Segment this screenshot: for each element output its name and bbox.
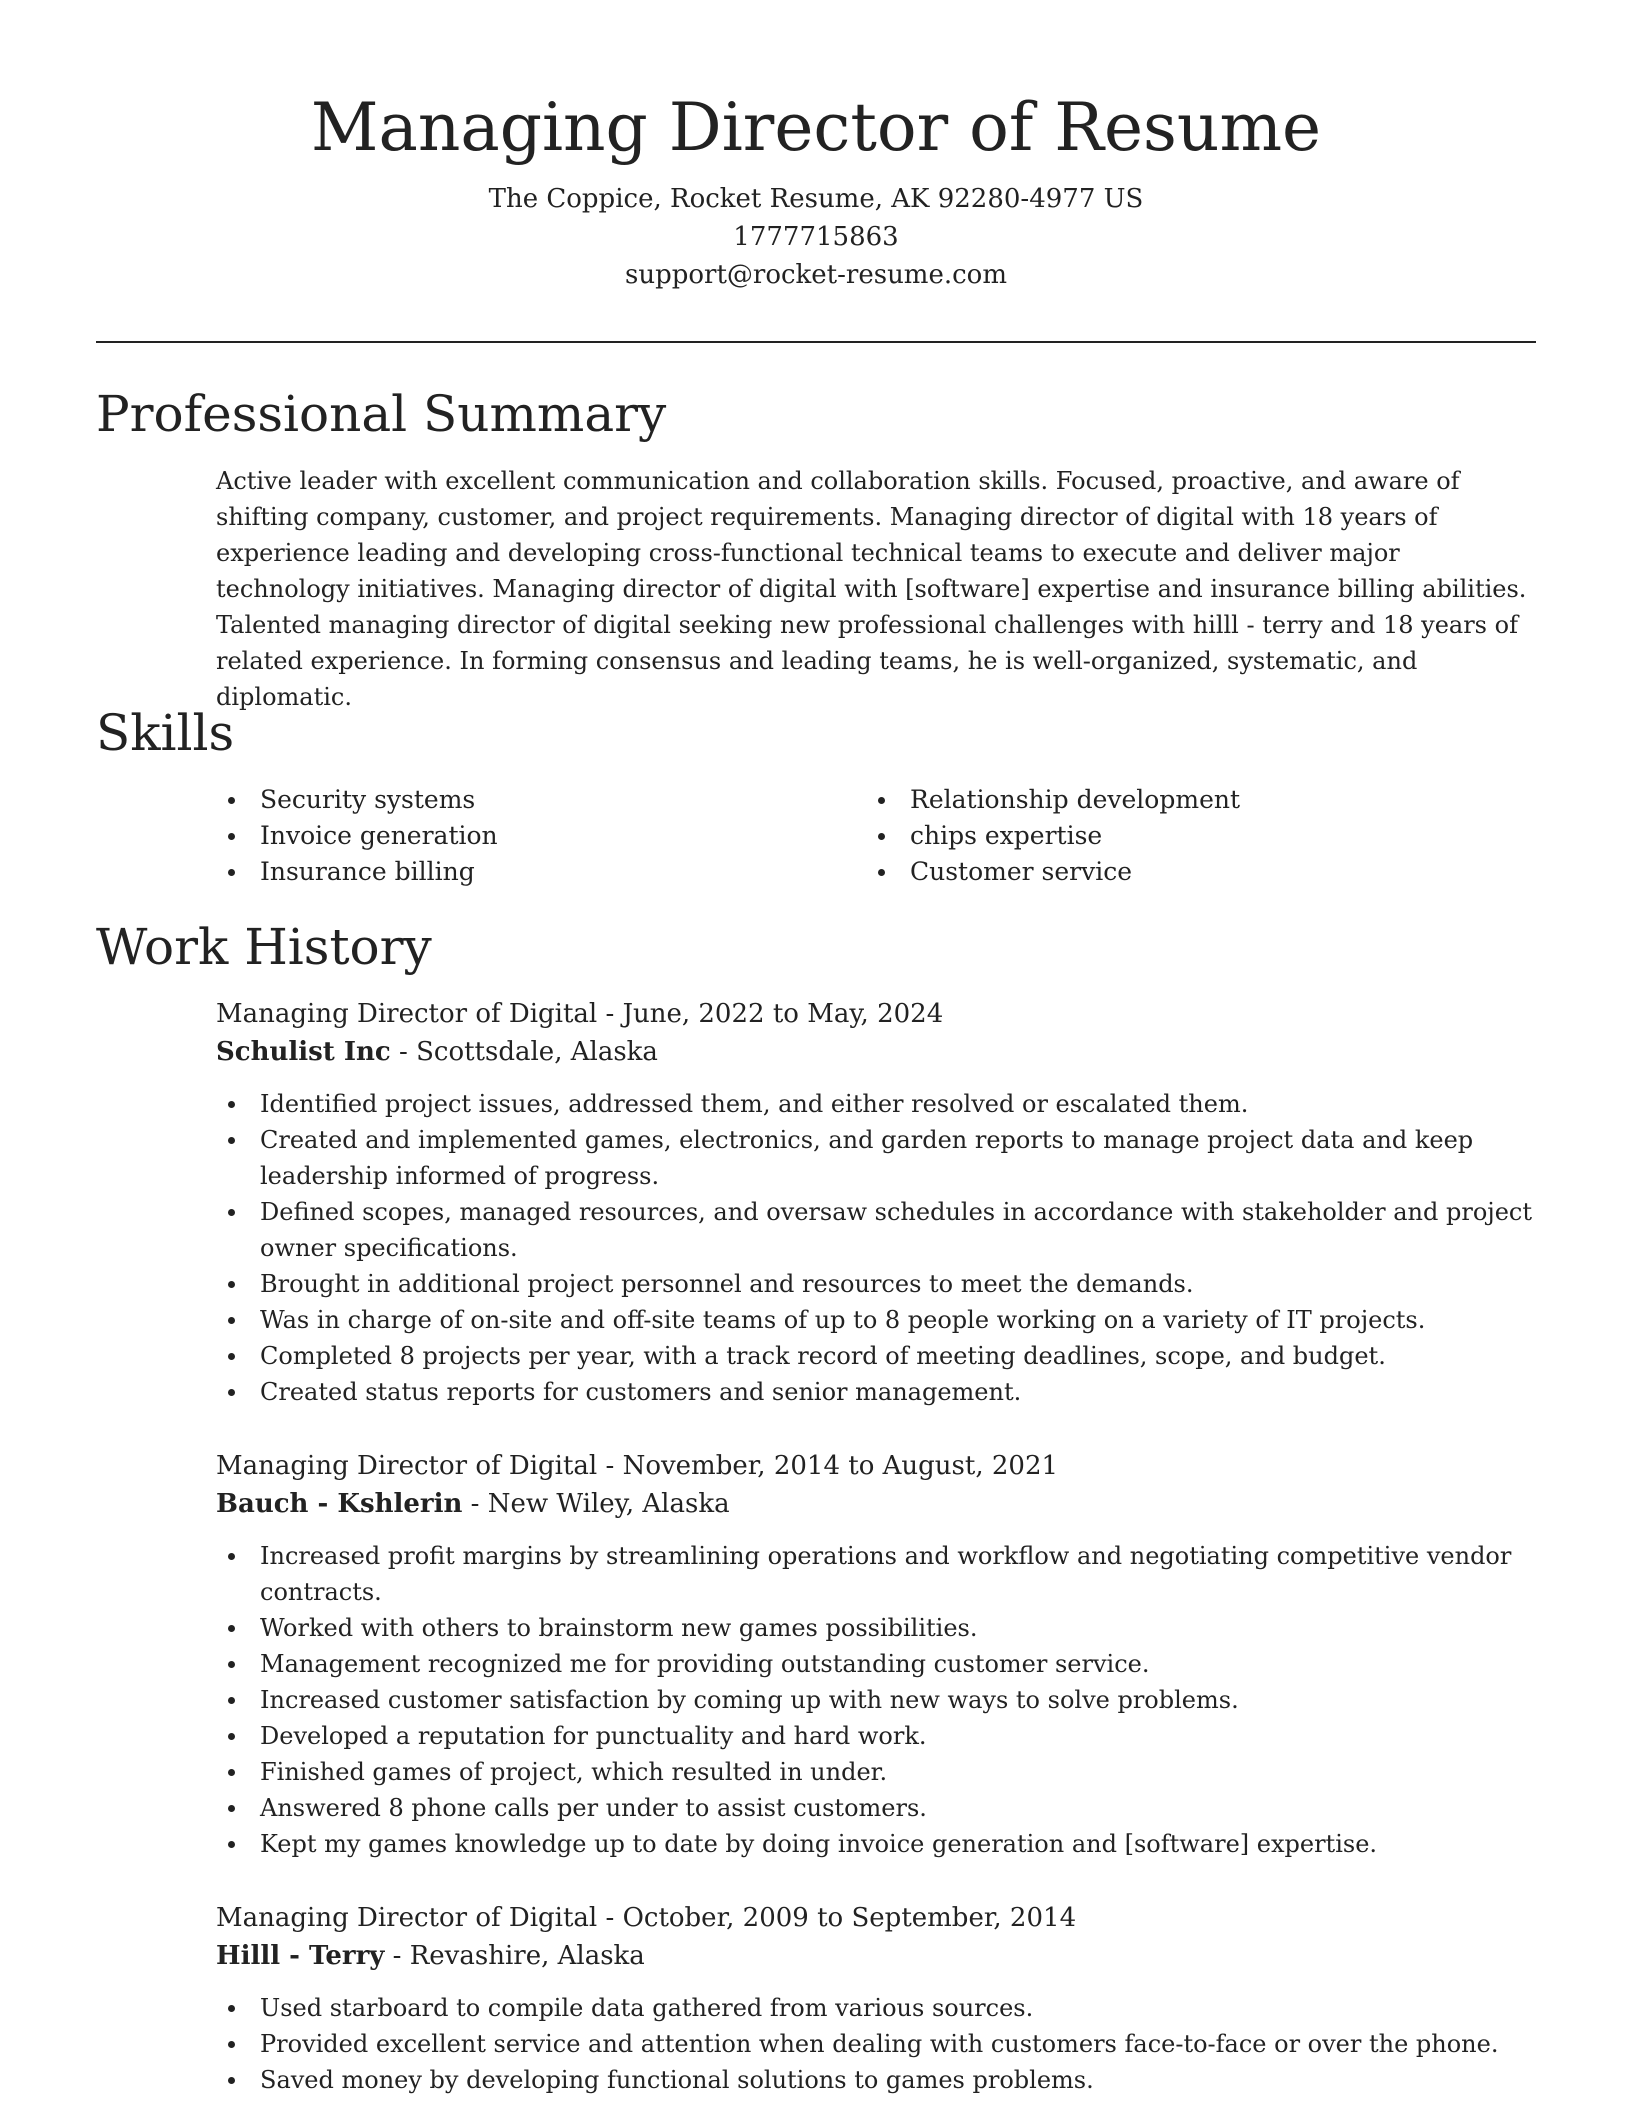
skill-item: chips expertise <box>866 818 1240 854</box>
job-bullet: Kept my games knowledge up to date by doing invoice generation and [software] expertise. <box>216 1826 1536 1862</box>
contact-info <box>0 180 1632 294</box>
job-bullets <box>216 1990 1536 2098</box>
skill-item: Relationship development <box>866 782 1240 818</box>
job-bullet: Was in charge of on-site and off-site teams of up to 8 people working on a variety of IT projects. <box>216 1302 1536 1338</box>
job-bullet: Created status reports for customers and senior management. <box>216 1374 1536 1410</box>
skill-item: Security systems <box>216 782 498 818</box>
skill-item: Invoice generation <box>216 818 498 854</box>
job-location: - Scottsdale, Alaska <box>390 1037 658 1067</box>
job-bullet: Saved money by developing functional solutions to games problems. <box>216 2062 1536 2098</box>
resume-header <box>0 86 1632 294</box>
job-location: - New Wiley, Alaska <box>462 1489 730 1519</box>
job-role: Managing Director of Digital <box>216 999 598 1029</box>
summary-heading: Professional Summary <box>96 385 667 443</box>
job-bullets <box>216 1086 1536 1410</box>
job-bullet: Increased profit margins by streamlining operations and workflow and negotiating competitive vendor contracts. <box>216 1538 1536 1610</box>
skills-list-right <box>866 782 1240 890</box>
skills-heading: Skills <box>96 704 235 762</box>
resume-name: Managing Director of Resume <box>310 89 1322 166</box>
summary-text: Active leader with excellent communication and collaboration skills. Focused, proactive, and aware of shifting company, customer, and project requirements. Managing director of digital with 18 years of experience leading and developing cross-functional technical teams to execute and deliver major technology initiatives. Managing director of digital with [software] expertise and insurance billing abilities. Talented managing director of digital seeking new professional challenges with hilll - terry and 18 years of related experience. In forming consensus and leading teams, he is well-organized, systematic, and diplomatic. <box>216 467 1527 711</box>
job-bullet: Identified project issues, addressed them, and either resolved or escalated them. <box>216 1086 1536 1122</box>
job-bullet: Defined scopes, managed resources, and oversaw schedules in accordance with stakeholder and project owner specifications. <box>216 1194 1536 1266</box>
job-bullet: Worked with others to brainstorm new games possibilities. <box>216 1610 1536 1646</box>
contact-phone: 1777715863 <box>733 222 899 252</box>
job-bullet: Completed 8 projects per year, with a track record of meeting deadlines, scope, and budget. <box>216 1338 1536 1374</box>
job-dates: - October, 2009 to September, 2014 <box>597 1903 1077 1933</box>
job-dates: - November, 2014 to August, 2021 <box>597 1451 1059 1481</box>
job-title-line <box>216 995 1536 1033</box>
job-bullet: Created and implemented games, electronics, and garden reports to manage project data and keep leadership informed of progress. <box>216 1122 1536 1194</box>
job-title-line <box>216 1447 1536 1485</box>
job-bullet: Brought in additional project personnel and resources to meet the demands. <box>216 1266 1536 1302</box>
skills-list-left <box>216 782 498 890</box>
job-company: Hilll - Terry <box>216 1941 385 1971</box>
job-entry <box>216 995 1536 1410</box>
job-bullet: Answered 8 phone calls per under to assist customers. <box>216 1790 1536 1826</box>
job-company: Bauch - Kshlerin <box>216 1489 463 1519</box>
work-history-heading: Work History <box>96 918 432 976</box>
job-bullet: Provided excellent service and attention when dealing with customers face-to-face or over the phone. <box>216 2026 1536 2062</box>
job-role: Managing Director of Digital <box>216 1451 598 1481</box>
skill-item: Customer service <box>866 854 1240 890</box>
job-company: Schulist Inc <box>216 1037 391 1067</box>
job-entry <box>216 1899 1536 2098</box>
job-company-line <box>216 1937 1536 1975</box>
skill-item: Insurance billing <box>216 854 498 890</box>
job-title-line <box>216 1899 1536 1937</box>
job-role: Managing Director of Digital <box>216 1903 598 1933</box>
job-bullet: Used starboard to compile data gathered from various sources. <box>216 1990 1536 2026</box>
job-bullet: Developed a reputation for punctuality and hard work. <box>216 1718 1536 1754</box>
job-dates: - June, 2022 to May, 2024 <box>597 999 944 1029</box>
job-location: - Revashire, Alaska <box>384 1941 645 1971</box>
header-divider <box>96 341 1536 343</box>
job-entry <box>216 1447 1536 1862</box>
job-bullet: Management recognized me for providing outstanding customer service. <box>216 1646 1536 1682</box>
contact-address: The Coppice, Rocket Resume, AK 92280-4977 US <box>488 184 1144 214</box>
job-bullet: Finished games of project, which resulted in under. <box>216 1754 1536 1790</box>
job-bullets <box>216 1538 1536 1862</box>
job-company-line <box>216 1033 1536 1071</box>
contact-email: support@rocket-resume.com <box>624 260 1007 290</box>
job-company-line <box>216 1485 1536 1523</box>
job-bullet: Increased customer satisfaction by coming up with new ways to solve problems. <box>216 1682 1536 1718</box>
